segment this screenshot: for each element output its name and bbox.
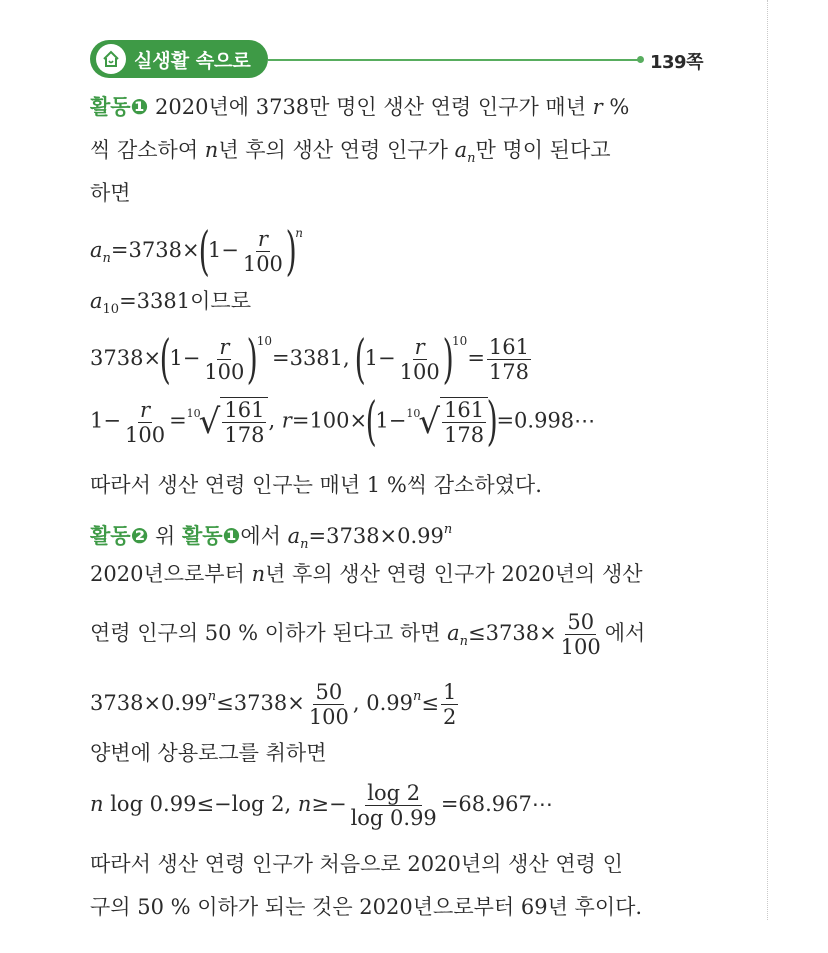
act2-frac-den: 100	[560, 635, 601, 659]
act2-line3-a: a	[447, 621, 460, 645]
act2-n: n	[251, 562, 266, 586]
eq3-frac1-num: r	[219, 335, 230, 359]
var-a: a	[454, 138, 468, 162]
eq3-one-minus1: 1−	[169, 346, 201, 370]
activity2-text3c: 에서	[604, 621, 646, 645]
section-header	[90, 40, 706, 80]
eq5-comma: ,	[352, 691, 367, 715]
eq3-fraction1	[202, 335, 246, 384]
eq1-fraction	[241, 227, 285, 276]
header-rule-dot	[637, 56, 644, 63]
eq4-frac2-den: 178	[224, 423, 265, 447]
eq4-rad2-body	[440, 397, 488, 447]
eq6-n1: n	[90, 792, 104, 816]
act2-line3-a-sub: n	[459, 634, 469, 649]
eq4-rad2-index: 10	[406, 407, 421, 420]
activity2-ref-number: ❶	[222, 524, 241, 548]
eq3-equals-3381: =3381,	[271, 346, 357, 370]
eq3-lparen1: (	[159, 329, 171, 390]
badge-word2: 속으로	[195, 49, 251, 72]
activity1-line1	[90, 92, 629, 122]
act2-a-sub: n	[300, 537, 309, 552]
eq6-fraction	[349, 781, 439, 830]
eq3-3738x: 3738×	[90, 346, 162, 370]
activity1-conclusion: 따라서 생산 연령 인구는 매년 1 %씩 감소하였다.	[90, 473, 542, 497]
eq5-le: ≤3738×	[216, 691, 305, 715]
eq1-frac-num: r	[257, 227, 268, 251]
act2-exp: n	[443, 522, 453, 537]
equation-an	[90, 218, 303, 282]
eq3-rparen2: )	[442, 329, 454, 390]
activity2-text3b: ≤3738×	[468, 621, 557, 645]
var-r: r	[592, 95, 603, 119]
radical-icon: √	[198, 402, 221, 442]
eq3-frac2-den: 100	[399, 360, 440, 384]
eq5-frac1-den: 100	[308, 705, 349, 729]
act2-a: a	[287, 524, 301, 548]
activity2-intro-b: 에서	[240, 524, 288, 548]
eq2-a-sub: 10	[102, 302, 120, 317]
eq5-frac2-num: 1	[443, 680, 457, 704]
eq4-frac2-num: 161	[224, 398, 265, 422]
equation-3381	[90, 326, 533, 390]
activity2-intro-a: 위	[148, 524, 182, 548]
equation-099	[90, 680, 460, 729]
eq4-r: r	[281, 408, 292, 433]
eq3-frac1-den: 100	[204, 360, 245, 384]
eq3-fraction2	[398, 335, 442, 384]
activity1-text2b: 년 후의 생산 연령 인구가	[218, 138, 455, 162]
activity2-line3	[90, 610, 645, 659]
activity1-line3: 하면	[90, 181, 131, 205]
eq2-a: a	[90, 289, 103, 313]
eq4-frac3-num: 161	[444, 398, 485, 422]
activity2-conclusion1: 따라서 생산 연령 인구가 처음으로 2020년의 생산 연령 인	[90, 852, 623, 876]
equation-log	[90, 781, 553, 830]
equation-root	[90, 392, 596, 452]
act2-line3-fraction	[559, 610, 603, 659]
activity2-text2b: 년 후의 생산 연령 인구가 2020년의 생산	[265, 562, 643, 586]
page-reference: 139쪽	[650, 52, 703, 73]
activity1-label: 활동	[90, 95, 131, 119]
eq4-one-minus2: 1−	[375, 408, 407, 433]
log-intro: 양변에 상용로그를 취하면	[90, 741, 327, 765]
eq6-frac-den: log 0.99	[350, 806, 437, 830]
eq3-one-minus2: 1−	[364, 346, 396, 370]
equation-a10	[90, 286, 251, 325]
eq4-frac3-den: 178	[444, 423, 485, 447]
header-rule	[268, 59, 640, 61]
eq1-a-sub: n	[102, 251, 111, 266]
activity2-text3a: 연령 인구의 50 % 이하가 된다고 하면	[90, 621, 448, 645]
eq1-a: a	[90, 238, 103, 262]
activity2-label: 활동	[90, 524, 131, 548]
eq2-text: =3381이므로	[119, 289, 251, 313]
eq1-rparen: )	[285, 221, 297, 282]
eq3-rparen1: )	[246, 329, 259, 390]
eq3-exp1: 10	[256, 334, 272, 348]
eq1-exponent: n	[295, 226, 303, 240]
eq1-one-minus: 1−	[207, 238, 239, 262]
var-n: n	[204, 138, 219, 162]
eq3-exp2: 10	[452, 334, 468, 348]
eq5-left: 3738×0.99	[90, 691, 208, 715]
activity1-text2c: 만 명이 된다고	[475, 138, 611, 162]
eq4-rad1-body	[220, 397, 268, 447]
activity2-line2	[90, 559, 643, 589]
activity2-text2a: 2020년으로부터	[90, 562, 252, 586]
eq6-ge: ≥−	[311, 792, 347, 816]
activity1-text1: 2020년에 3738만 명인 생산 연령 인구가 매년	[148, 95, 593, 119]
activity1-line2	[90, 135, 611, 174]
eq5-fraction1	[307, 680, 351, 729]
activity2-line1	[90, 515, 452, 560]
section-badge	[90, 40, 268, 78]
eq6-n2: n	[297, 792, 312, 816]
eq3-equals: =	[467, 346, 485, 370]
activity2-conclusion2: 구의 50 % 이하가 되는 것은 2020년으로부터 69년 후이다.	[90, 895, 643, 919]
eq3-frac3-num: 161	[488, 335, 530, 359]
page-margin-line	[767, 0, 768, 920]
eq4-radical2	[406, 397, 488, 447]
eq3-frac3-den: 178	[488, 360, 530, 384]
percent-sign: %	[602, 95, 630, 119]
act2-frac-num: 50	[567, 610, 595, 634]
eq1-frac-den: 100	[242, 252, 283, 276]
eq5-exp1: n	[207, 689, 217, 704]
eq4-rparen: )	[486, 392, 498, 452]
eq4-one-minus: 1−	[90, 408, 121, 433]
eq4-frac1-den: 100	[124, 422, 166, 447]
eq6-log-part: log 0.99≤−log 2,	[103, 792, 298, 816]
eq4-fraction3	[442, 398, 486, 447]
eq4-fraction1	[123, 398, 167, 447]
var-a-sub: n	[467, 151, 476, 166]
activity2-intro-eq: =3738×0.99	[308, 524, 444, 548]
eq5-099: 0.99	[366, 691, 414, 715]
eq5-frac1-num: 50	[315, 680, 343, 704]
eq5-le2: ≤	[421, 691, 440, 715]
eq4-fraction2	[222, 398, 266, 447]
activity1-text2a: 씩 감소하여	[90, 138, 205, 162]
badge-word1: 실생활	[134, 49, 190, 72]
eq1-lparen: (	[198, 221, 210, 282]
eq4-frac1-num: r	[139, 397, 151, 422]
eq3-lparen2: (	[354, 329, 367, 390]
radical-icon: √	[418, 402, 441, 442]
eq4-comma: ,	[268, 408, 282, 433]
eq5-exp2: n	[413, 689, 422, 704]
eq4-radical1	[187, 397, 269, 447]
eq3-fraction3	[487, 335, 531, 384]
eq3-frac2-num: r	[414, 335, 425, 359]
eq4-lparen: (	[365, 392, 377, 452]
activity2-ref-label: 활동	[182, 524, 223, 548]
eq4-eq100x: =100×	[291, 408, 368, 433]
eq4-result: =0.998⋯	[496, 408, 596, 433]
eq6-frac-num: log 2	[367, 781, 421, 805]
eq4-equals: =	[169, 408, 187, 433]
house-icon	[96, 44, 126, 74]
activity1-number: ❶	[130, 95, 149, 119]
eq1-3738x: 3738×	[128, 238, 200, 262]
eq5-fraction2	[441, 680, 458, 729]
eq4-rad1-index: 10	[186, 407, 201, 420]
eq6-result: =68.967⋯	[440, 792, 553, 816]
eq5-frac2-den: 2	[443, 705, 457, 729]
activity2-number: ❷	[130, 524, 149, 548]
eq1-equals: =	[110, 238, 129, 262]
